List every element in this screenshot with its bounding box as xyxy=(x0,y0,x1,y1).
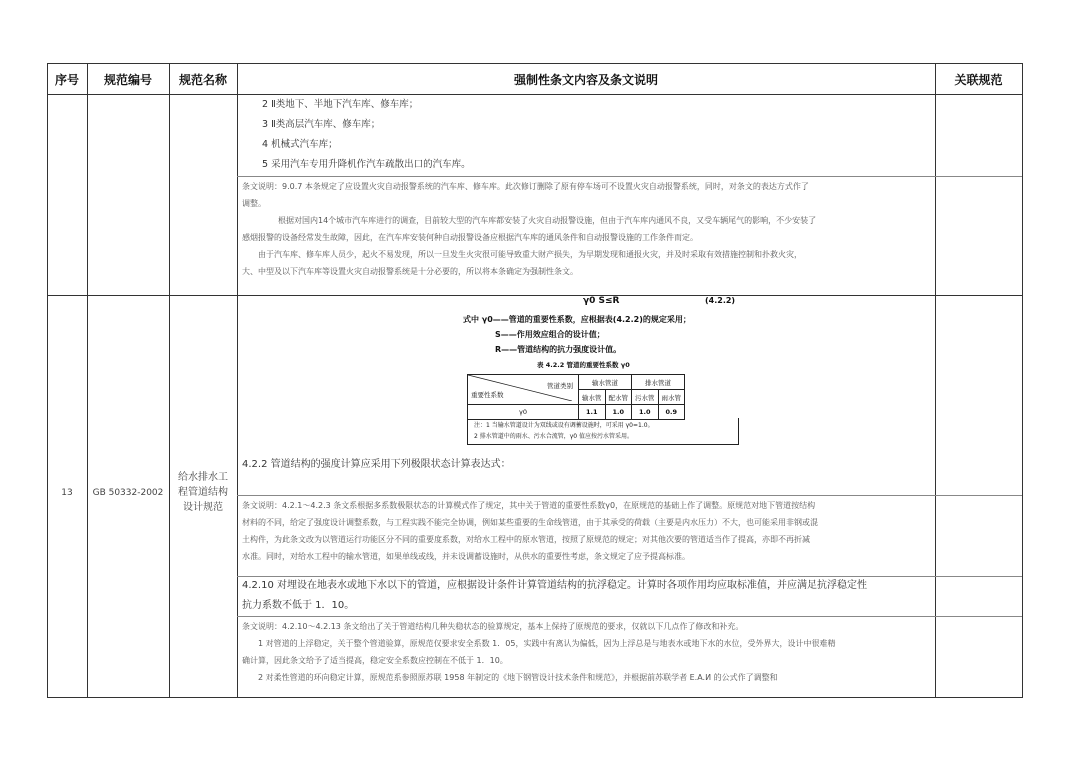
header-no: 序号 xyxy=(54,72,79,87)
row-number: 13 xyxy=(61,488,73,498)
sub-header: 雨水管 xyxy=(658,390,685,405)
clause-line: 抗力系数不低于 1．10。 xyxy=(242,600,355,611)
table-notes xyxy=(467,418,739,445)
col-border-1 xyxy=(87,63,88,697)
explanation-line: 材料的不同，给定了强度设计调整系数，与工程实践不能完全协调，例如某些重要的生命线管道，由于其承受的荷载（主要是内水压力）不大，也可能采用非钢或混 xyxy=(242,518,818,527)
prev-explanation-line: 根据对国内14个城市汽车库进行的调查，目前较大型的汽车库都安装了火灾自动报警设施，但由于汽车库内通风不良，又受车辆尾气的影响，不少安装了 xyxy=(278,216,817,225)
standard-name: 给水排水工程管道结构设计规范 xyxy=(178,472,228,513)
explanation-line: 水准。同时，对给水工程中的输水管道，如果单线或线，并未设调蓄设施时，从供水的重要性考虑，条文规定了应予提高标准。 xyxy=(242,552,690,561)
col-border-left xyxy=(47,63,48,697)
group-header-1: 输水管道 xyxy=(579,375,632,390)
explanation-line: 1 对管道的上浮稳定，关于整个管道验算，原规范仅要求安全系数 1．05，实践中有离认为偏低，因为上浮总是与地表水或地下水的水位，受外界大，设计中很难精 xyxy=(258,639,836,648)
row-label: γ0 xyxy=(468,405,579,420)
table-value: 0.9 xyxy=(658,405,685,420)
header-related: 关联规范 xyxy=(954,72,1003,87)
corner-top: 管道类别 xyxy=(547,381,573,390)
prev-explanation-line: 调整。 xyxy=(242,199,266,208)
header-content: 强制性条文内容及条文说明 xyxy=(513,72,658,87)
explanation-line: 确计算，因此条文给予了适当提高，稳定安全系数应控制在不低于 1．10。 xyxy=(242,656,508,665)
standard-code: GB 50332-2002 xyxy=(92,488,164,498)
table-value: 1.1 xyxy=(579,405,606,420)
clause-4-2-10 xyxy=(242,576,932,616)
explanation-line: 条文说明：4.2.10～4.2.13 条文给出了关于管道结构几种失稳状态的验算规定，基本上保持了原规范的要求，仅就以下几点作了修改和补充。 xyxy=(242,622,744,631)
prev-item-5: 5 采用汽车专用升降机作汽车疏散出口的汽车库。 xyxy=(262,159,471,170)
explanation-4-2-2 xyxy=(242,497,932,565)
header-code: 规范编号 xyxy=(103,72,152,87)
col-border-4 xyxy=(935,63,936,697)
col-border-2 xyxy=(169,63,170,697)
content-divider-b xyxy=(237,495,1022,496)
content-divider-d xyxy=(237,616,1022,617)
explanation-line: 土构件，为此条文改为以管道运行功能区分不同的重要度系数，对给水工程中的原水管道，按照了原规范的规定；对其他次要的管道适当作了提高，亦即不再折减 xyxy=(242,535,810,544)
corner-cell xyxy=(468,375,579,405)
corner-diagonal xyxy=(468,375,572,401)
sub-header: 输水管 xyxy=(579,390,606,405)
col-border-right xyxy=(1022,63,1023,697)
coefficient-table xyxy=(467,374,685,420)
corner-bottom: 重要性系数 xyxy=(471,390,504,399)
table-value: 1.0 xyxy=(632,405,659,420)
prev-explanation-line: 感烟报警的设备经常发生故障，因此，在汽车库安装何种自动报警设备应根据汽车库的通风条件和自动报警设施的工作条件而定。 xyxy=(242,233,698,242)
formula: γ0 S≤R xyxy=(583,296,620,306)
prev-item-3: 3 Ⅱ类高层汽车库、修车库； xyxy=(262,119,381,130)
prev-explanation xyxy=(242,178,932,280)
where-line-2: S——作用效应组合的设计值； xyxy=(495,330,605,339)
table-value: 1.0 xyxy=(605,405,632,420)
formula-ref: (4.2.2) xyxy=(705,296,736,305)
sub-header: 配水管 xyxy=(605,390,632,405)
table-bottom-border xyxy=(47,697,1023,698)
explanation-line: 2 对柔性管道的环向稳定计算，原规范系参照原苏联 1958 年制定的《地下钢管设计技术条件和规范》，并根据前苏联学者 E.A.И 的公式作了调整和 xyxy=(258,673,778,682)
prev-item-4: 4 机械式汽车库； xyxy=(262,139,338,150)
header-bottom-border xyxy=(47,94,1023,95)
table-note: 注：1 当输水管道设计为双线或设有调蓄设施时，可采用 γ0=1.0。 xyxy=(474,422,654,429)
explanation-line: 条文说明：4.2.1～4.2.3 条文系根据多系数极限状态的计算模式作了规定，其中关于管道的重要性系数γ0，在原规范的基础上作了调整。原规范对地下管道按结构 xyxy=(242,501,816,510)
clause-line: 4.2.10 对埋设在地表水或地下水以下的管道，应根据设计条件计算管道结构的抗浮稳定。计算时各项作用均应取标准值，并应满足抗浮稳定性 xyxy=(242,580,867,591)
group-header-2: 排水管道 xyxy=(632,375,685,390)
clause-4-2-2: 4.2.2 管道结构的强度计算应采用下列极限状态计算表达式： xyxy=(242,459,511,470)
table-note: 2 排水管道中的雨水、污水合流管，γ0 值应按污水管采用。 xyxy=(474,433,634,440)
prev-explanation-line: 大、中型及以下汽车库等设置火灾自动报警系统是十分必要的，所以将本条确定为强制性条文。 xyxy=(242,267,578,276)
table-title: 表 4.2.2 管道的重要性系数 γ0 xyxy=(537,361,630,369)
where-line-3: R——管道结构的抗力强度设计值。 xyxy=(495,345,622,354)
prev-item-2: 2 Ⅱ类地下、半地下汽车库、修车库； xyxy=(262,99,419,110)
explanation-4-2-10 xyxy=(242,618,932,686)
prev-explanation-line: 条文说明：9.0.7 本条规定了应设置火灾自动报警系统的汽车库、修车库。此次修订删除了原有停车场可不设置火灾自动报警系统，同时，对条文的表达方式作了 xyxy=(242,182,809,191)
col-border-3 xyxy=(237,63,238,697)
header-name: 规范名称 xyxy=(178,72,227,87)
sub-header: 污水管 xyxy=(632,390,659,405)
formula-figure xyxy=(455,296,785,446)
where-line-1: 式中 γ0——管道的重要性系数，应根据表(4.2.2)的规定采用； xyxy=(463,315,691,324)
prev-explanation-line: 由于汽车库、修车库人员少，起火不易发现，所以一旦发生火灾很可能导致重大财产损失，为早期发现和通报火灾，并及时采取有效措施控制和扑救火灾， xyxy=(258,250,802,259)
content-divider-a xyxy=(237,176,1022,177)
